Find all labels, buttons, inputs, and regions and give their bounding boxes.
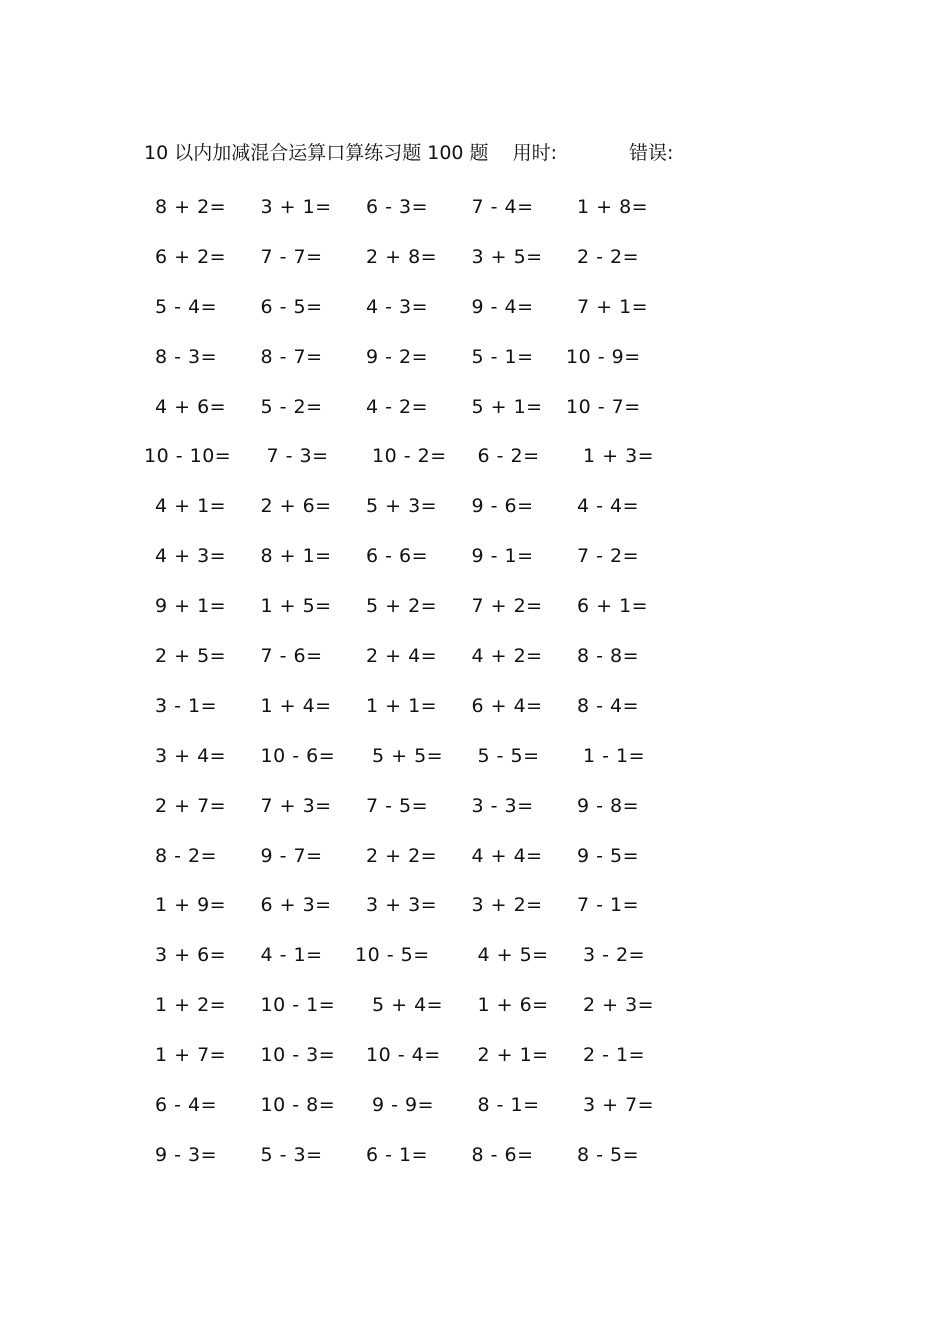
problem-row [144, 431, 684, 481]
math-problem: 7 - 7= [260, 245, 323, 268]
math-problem: 4 - 1= [260, 944, 323, 967]
problem-row [144, 731, 684, 781]
math-problem: 3 + 1= [260, 195, 332, 218]
math-problem: 6 - 2= [477, 445, 540, 468]
math-problem: 8 - 6= [471, 1143, 534, 1166]
math-problem: 10 - 2= [372, 445, 447, 468]
problem-row [144, 182, 684, 232]
problem-row [144, 531, 684, 581]
problem-row [144, 781, 684, 831]
math-problem: 6 - 5= [260, 295, 323, 318]
problem-row [144, 930, 684, 980]
problem-row [144, 631, 684, 681]
math-problem: 2 + 6= [260, 495, 332, 518]
problem-row [144, 332, 684, 382]
math-problem: 6 - 6= [366, 545, 429, 568]
math-problem: 10 - 3= [260, 1044, 336, 1067]
math-problem: 10 - 5= [355, 944, 430, 967]
math-problem: 5 - 4= [155, 295, 218, 318]
math-problem: 6 + 3= [260, 894, 332, 917]
math-problem: 5 + 2= [366, 595, 438, 618]
math-problem: 3 - 1= [155, 694, 218, 717]
math-problem: 8 + 1= [260, 545, 332, 568]
errors-label: 错误: [628, 141, 674, 164]
problem-row [144, 1080, 684, 1130]
math-problem: 9 - 2= [366, 345, 429, 368]
math-problem: 4 + 5= [477, 944, 549, 967]
math-problem: 5 + 4= [372, 994, 444, 1017]
math-problem: 2 + 8= [366, 245, 438, 268]
math-problem: 1 + 9= [155, 894, 227, 917]
math-problem: 10 - 9= [566, 345, 641, 368]
math-problem: 2 + 5= [155, 644, 227, 667]
math-problem: 2 + 1= [477, 1044, 549, 1067]
math-problem: 6 + 2= [155, 245, 227, 268]
math-problem: 10 - 10= [144, 445, 232, 468]
math-problem: 3 - 3= [471, 794, 534, 817]
math-problem: 1 + 4= [260, 694, 332, 717]
math-problem: 3 + 7= [583, 1093, 655, 1116]
problem-row [144, 282, 684, 332]
math-problem: 3 + 6= [155, 944, 227, 967]
math-problem: 10 - 4= [366, 1044, 441, 1067]
math-problem: 9 - 5= [577, 844, 640, 867]
math-problem: 9 - 1= [471, 545, 534, 568]
math-problem: 3 + 5= [471, 245, 543, 268]
math-problem: 8 - 1= [477, 1093, 540, 1116]
math-problem: 9 - 8= [577, 794, 640, 817]
math-problem: 7 - 2= [577, 545, 640, 568]
math-problem: 1 + 2= [155, 994, 227, 1017]
math-problem: 1 + 6= [477, 994, 549, 1017]
math-problem: 1 + 3= [583, 445, 655, 468]
problem-row [144, 681, 684, 731]
math-problem: 5 + 1= [471, 395, 543, 418]
math-problem: 8 - 5= [577, 1143, 640, 1166]
math-problem: 3 + 2= [471, 894, 543, 917]
math-problem: 2 + 4= [366, 644, 438, 667]
math-problem: 6 - 1= [366, 1143, 429, 1166]
math-problem: 4 - 2= [366, 395, 429, 418]
math-problem: 8 - 8= [577, 644, 640, 667]
worksheet-title: 10 以内加减混合运算口算练习题 100 题 [144, 141, 489, 164]
math-problem: 9 - 9= [372, 1093, 435, 1116]
math-problem: 7 + 1= [577, 295, 649, 318]
math-problem: 3 - 2= [583, 944, 646, 967]
problem-row [144, 382, 684, 432]
problem-row [144, 232, 684, 282]
math-problem: 9 - 7= [260, 844, 323, 867]
math-problem: 5 - 3= [260, 1143, 323, 1166]
math-problem: 2 - 2= [577, 245, 640, 268]
math-problem: 10 - 7= [566, 395, 641, 418]
math-problem: 4 - 4= [577, 495, 640, 518]
math-problem: 6 - 3= [366, 195, 429, 218]
problem-row [144, 1030, 684, 1080]
math-problem: 8 - 2= [155, 844, 218, 867]
math-problem: 1 - 1= [583, 744, 646, 767]
math-problem: 7 - 1= [577, 894, 640, 917]
math-problem: 8 + 2= [155, 195, 227, 218]
math-problem: 9 - 3= [155, 1143, 218, 1166]
problem-row [144, 581, 684, 631]
math-problem: 3 + 3= [366, 894, 438, 917]
math-problem: 8 - 3= [155, 345, 218, 368]
math-problem: 6 + 1= [577, 595, 649, 618]
problem-row [144, 980, 684, 1030]
problem-row [144, 1130, 684, 1180]
math-problem: 7 - 6= [260, 644, 323, 667]
math-problem: 6 + 4= [471, 694, 543, 717]
math-problem: 2 + 3= [583, 994, 655, 1017]
math-problem: 7 + 3= [260, 794, 332, 817]
math-problem: 2 + 7= [155, 794, 227, 817]
math-problem: 2 - 1= [583, 1044, 646, 1067]
math-problem: 7 + 2= [471, 595, 543, 618]
math-problem: 7 - 3= [266, 445, 329, 468]
math-problem: 5 + 3= [366, 495, 438, 518]
math-problem: 1 + 1= [366, 694, 438, 717]
math-problem: 2 + 2= [366, 844, 438, 867]
math-problem: 1 + 8= [577, 195, 649, 218]
math-problem: 4 + 2= [471, 644, 543, 667]
math-problem: 4 + 1= [155, 495, 227, 518]
math-problem: 10 - 1= [260, 994, 336, 1017]
problem-row [144, 831, 684, 881]
math-problem: 9 - 6= [471, 495, 534, 518]
math-problem: 10 - 6= [260, 744, 336, 767]
problem-row [144, 481, 684, 531]
math-problem: 4 + 6= [155, 395, 227, 418]
math-problem: 9 + 1= [155, 595, 227, 618]
math-problem: 5 - 1= [471, 345, 534, 368]
math-problem: 9 - 4= [471, 295, 534, 318]
math-problem: 8 - 7= [260, 345, 323, 368]
math-problem: 3 + 4= [155, 744, 227, 767]
math-problem: 1 + 7= [155, 1044, 227, 1067]
math-problem: 7 - 4= [471, 195, 534, 218]
problem-grid [144, 182, 684, 1180]
problem-row [144, 880, 684, 930]
time-used-label: 用时: [512, 141, 557, 164]
math-problem: 5 + 5= [372, 744, 444, 767]
math-problem: 1 + 5= [260, 595, 332, 618]
math-problem: 5 - 5= [477, 744, 540, 767]
math-problem: 8 - 4= [577, 694, 640, 717]
worksheet-header [144, 136, 673, 166]
math-problem: 6 - 4= [155, 1093, 218, 1116]
math-problem: 10 - 8= [260, 1093, 336, 1116]
math-problem: 4 + 4= [471, 844, 543, 867]
math-problem: 5 - 2= [260, 395, 323, 418]
math-problem: 7 - 5= [366, 794, 429, 817]
math-problem: 4 - 3= [366, 295, 429, 318]
math-problem: 4 + 3= [155, 545, 227, 568]
